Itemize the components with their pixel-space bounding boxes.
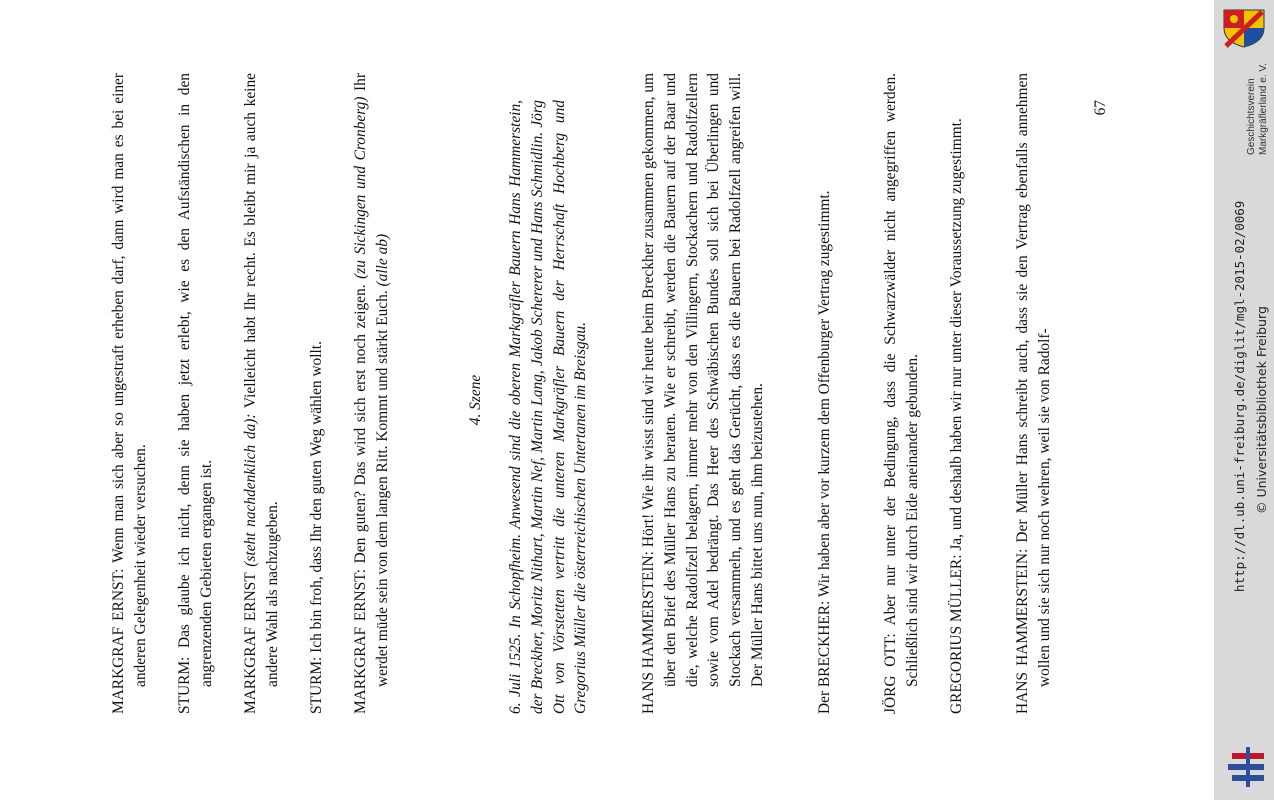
paragraph-joerg-ott	[880, 73, 924, 714]
speaker: MARKGRAF ERNST	[242, 572, 259, 714]
scene-intro: 6. Juli 1525. In Schopfheim. Anwesend sind die oberen Markgräfler Bauern Hans Hammerstein, der Breckher, Moritz Nithart, Martin Nef, Martin Lang, Jakob Schererer und Hans Schmidlin. Jörg Ott von Vörstetten vertritt die unteren Markgräfler Bauern der Herrschaft Hochberg und Gregorius Müller die österreichischen Untertanen im Breisgau.	[507, 100, 590, 714]
coat-of-arms-icon	[1222, 8, 1266, 48]
paragraph-breckher	[814, 73, 836, 714]
speech: Ja, und deshalb haben wir nur unter dieser Voraussetzung zugestimmt.	[948, 118, 965, 555]
speaker: MARKGRAF ERNST:	[352, 568, 369, 714]
stage-direction: (zu Sickingen und Cronberg)	[352, 96, 369, 285]
society-name-line2: Markgräflerland e. V.	[1258, 63, 1269, 155]
paragraph-gregorius	[946, 73, 968, 714]
speech: Wir haben aber vor kurzem dem Offenburger Vertrag zugestimmt.	[816, 190, 833, 601]
speech: Ihr werdet müde sein von dem langen Ritt. Kommt und stärkt Euch.	[352, 72, 391, 687]
source-url[interactable]: http://dl.ub.uni-freiburg.de/diglit/mgl-2015-02/0069	[1232, 200, 1247, 592]
speaker: JÖRG OTT:	[882, 633, 899, 714]
society-name-line1: Geschichtsverein	[1246, 78, 1257, 155]
university-library-logo-icon	[1226, 745, 1270, 789]
paragraph-hammerstein-1	[638, 73, 769, 714]
copyright-notice: © Universitätsbibliothek Freiburg	[1254, 306, 1269, 514]
page-number: 67	[1092, 100, 1109, 116]
speech: Ich bin froh, dass Ihr den guten Weg wählen wollt.	[308, 341, 325, 657]
speaker: STURM:	[176, 656, 193, 714]
speech: Vielleicht habt Ihr recht. Es bleibt mir ja auch keine andere Wahl als nachzugeben.	[242, 73, 281, 687]
paragraph-markgraf-2	[240, 73, 284, 714]
speaker: Der BRECKHER:	[816, 600, 833, 714]
paragraph-sturm-2	[306, 73, 328, 714]
speech: Das glaube ich nicht, denn sie haben jetzt erlebt, wie es den Aufständischen in den angrenzenden Gebieten ergangen ist.	[176, 73, 215, 687]
scene-title: 4. Szene	[467, 374, 484, 426]
speaker: MARKGRAF ERNST:	[110, 568, 127, 714]
speech: Hört! Wie ihr wisst sind wir heute beim Breckher zusammen gekommen, um über den Brief des Müller Hans zu beraten. Wie er schreibt, werden die Bauern auf der Baar und die, welche Radolfzell belagern, immer mehr von den Villingern, Stockachern und Radolfzellern sowie vom Adel bedrängt. Das Heer des Schwäbischen Bundes soll sich bei Überlingen und Stockach versammeln, und es geht das Gerücht, dass es die Bauern bei Radolfzell angreifen will. Der Müller Hans bittet uns nun, ihm beizustehen.	[640, 73, 766, 687]
speech: Den guten? Das wird sich erst noch zeigen.	[352, 284, 369, 569]
stage-direction: (steht nachdenklich da):	[242, 413, 259, 573]
paragraph-hammerstein-2	[1012, 73, 1056, 714]
speaker: GREGORIUS MÜLLER:	[948, 554, 965, 714]
speech: Wenn man sich aber so ungestraft erheben darf, dann wird man es bei einer anderen Gelegenheit wieder versuchen.	[110, 73, 149, 687]
speaker: HANS HAMMERSTEIN:	[1014, 548, 1031, 714]
paragraph-markgraf-1	[108, 73, 152, 714]
paragraph-sturm-1	[174, 73, 218, 714]
speech: Aber nur unter der Bedingung, dass die Schwarzwälder nicht angegriffen werden. Schließlich sind wir durch Eide aneinander gebunden.	[882, 73, 921, 687]
stage-direction: (alle ab)	[373, 233, 391, 291]
speaker: STURM:	[308, 656, 325, 714]
speaker: HANS HAMMERSTEIN:	[640, 551, 657, 714]
paragraph-markgraf-3	[350, 73, 394, 714]
speech: Der Müller Hans schreibt auch, dass sie den Vertrag ebenfalls annehmen wollen und sie sich nur noch wehren, weil sie von Radolf-	[1014, 73, 1053, 687]
